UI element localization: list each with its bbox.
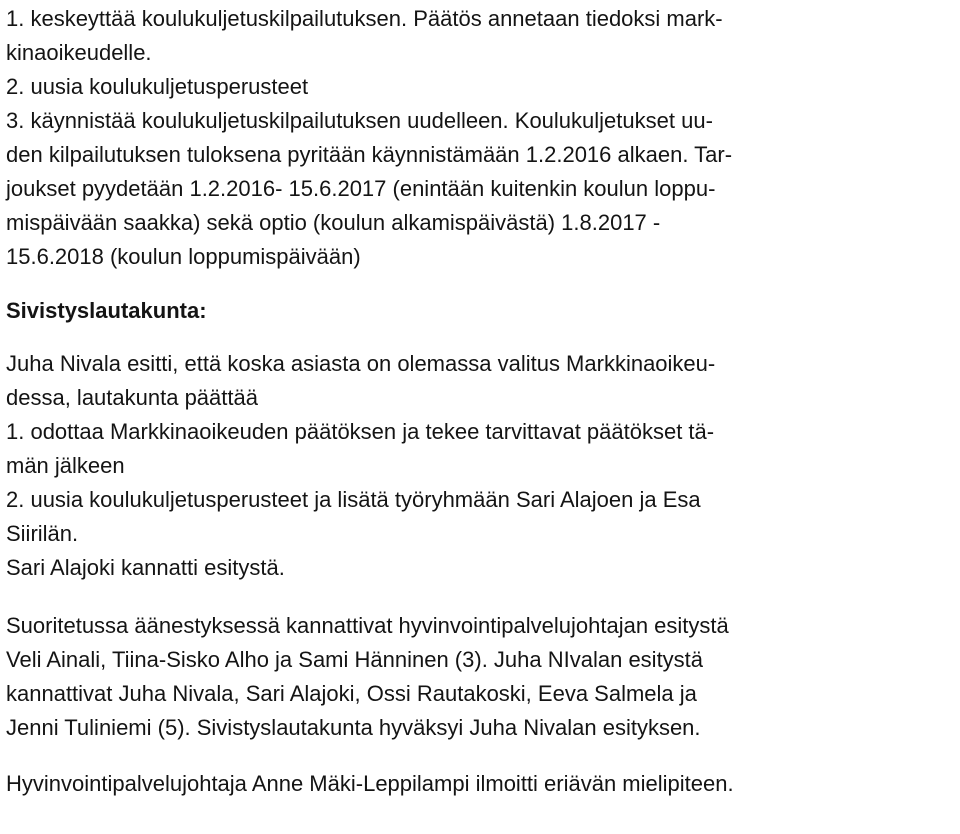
text-line: 2. uusia koulukuljetusperusteet ja lisätä työryhmään Sari Alajoen ja Esa (6, 487, 701, 512)
text-line: Suoritetussa äänestyksessä kannattivat hyvinvointipalvelujohtajan esitystä (6, 613, 729, 638)
decision-list-1 (6, 2, 956, 274)
proposal-paragraph (6, 347, 956, 585)
text-line: 15.6.2018 (koulun loppumispäivään) (6, 244, 361, 269)
text-line: Jenni Tuliniemi (5). Sivistyslautakunta hyväksyi Juha Nivalan esityksen. (6, 715, 701, 740)
paragraph-spacer (6, 328, 956, 347)
text-line: 1. odottaa Markkinaoikeuden päätöksen ja tekee tarvittavat päätökset tä- (6, 419, 715, 444)
text-line: 3. käynnistää koulukuljetuskilpailutuksen uudelleen. Koulukuljetukset uu- (6, 108, 713, 133)
text-line: 1. keskeyttää koulukuljetuskilpailutuksen. Päätös annetaan tiedoksi mark- (6, 6, 723, 31)
vote-paragraph (6, 609, 956, 745)
text-line: den kilpailutuksen tuloksena pyritään käynnistämään 1.2.2016 alkaen. Tar- (6, 142, 733, 167)
text-line: dessa, lautakunta päättää (6, 385, 258, 410)
text-line: Juha Nivala esitti, että koska asiasta on olemassa valitus Markkinaoikeu- (6, 351, 716, 376)
text-line: Siirilän. (6, 521, 79, 546)
paragraph-spacer (6, 745, 956, 767)
text-line: män jälkeen (6, 453, 125, 478)
paragraph-spacer (6, 585, 956, 609)
text-line: kannattivat Juha Nivala, Sari Alajoki, Ossi Rautakoski, Eeva Salmela ja (6, 681, 697, 706)
dissent-paragraph (6, 767, 956, 801)
text-line: kinaoikeudelle. (6, 40, 152, 65)
text-line: joukset pyydetään 1.2.2016- 15.6.2017 (enintään kuitenkin koulun loppu- (6, 176, 716, 201)
document-page (6, 2, 956, 801)
paragraph-spacer (6, 274, 956, 294)
text-line: Sari Alajoki kannatti esitystä. (6, 555, 285, 580)
section-heading: Sivistyslautakunta: (6, 298, 207, 323)
text-line: 2. uusia koulukuljetusperusteet (6, 74, 309, 99)
text-line: Hyvinvointipalvelujohtaja Anne Mäki-Leppilampi ilmoitti eriävän mielipiteen. (6, 771, 734, 796)
text-line: mispäivään saakka) sekä optio (koulun alkamispäivästä) 1.8.2017 - (6, 210, 661, 235)
text-line: Veli Ainali, Tiina-Sisko Alho ja Sami Hänninen (3). Juha NIvalan esitystä (6, 647, 704, 672)
